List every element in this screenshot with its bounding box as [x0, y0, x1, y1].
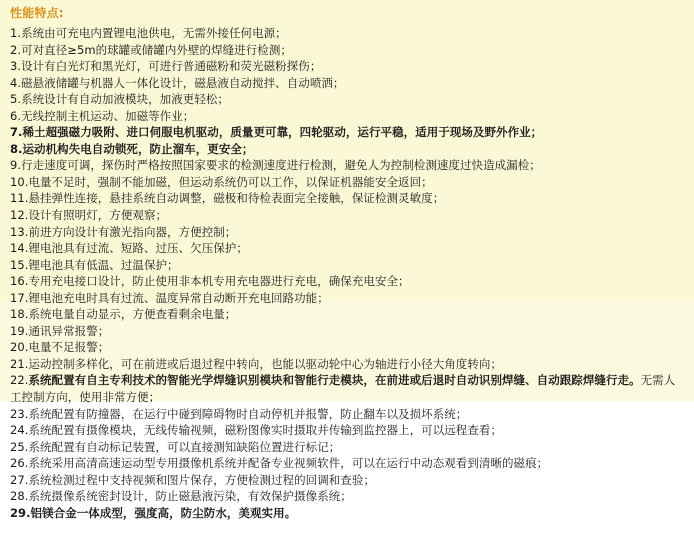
feature-text: 系统配置有摄像模块，无线传输视频，磁粉图像实时摄取并传输到监控器上，可以远程查看；: [28, 423, 502, 438]
feature-item: [8, 472, 686, 489]
feature-item: [8, 224, 686, 241]
feature-text: 系统配置有防撞器，在运行中碰到障碍物时自动停机并报警，防止翻车以及损坏系统；: [28, 406, 468, 421]
feature-item: [8, 124, 686, 141]
feature-number: 13.: [10, 224, 29, 239]
feature-number: 15.: [10, 257, 29, 272]
feature-item: [8, 157, 686, 174]
feature-item: [8, 439, 686, 456]
feature-item: [8, 323, 686, 340]
feature-item: [8, 505, 686, 522]
feature-text: 电量不足报警；: [28, 340, 110, 355]
feature-number: 8.: [10, 141, 23, 156]
feature-number: 22.: [10, 373, 29, 388]
feature-number: 17.: [10, 290, 29, 305]
feature-text: 系统摄像系统密封设计，防止磁悬液污染，有效保护摄像系统；: [28, 489, 352, 504]
feature-text: 可对直径≥5m的球罐或储罐内外壁的焊缝进行检测；: [21, 42, 292, 57]
feature-text: 稀土超强磁力吸附、进口伺服电机驱动，质量更可靠，四轮驱动，运行平稳，适用于现场及野外作业；: [22, 125, 543, 140]
feature-text: 悬挂弹性连接，悬挂系统自动调整，磁极和待检表面完全接触，保证检测灵敏度；: [28, 191, 445, 206]
feature-text: 运动机构失电自动锁死，防止溜车，更安全；: [22, 141, 254, 156]
document-content: [8, 6, 686, 521]
feature-number: 25.: [10, 439, 29, 454]
feature-item: [8, 290, 686, 307]
feature-text: 系统电量自动显示，方便查看剩余电量；: [28, 307, 237, 322]
feature-number: 26.: [10, 456, 29, 471]
feature-text: 锂电池具有低温、过温保护；: [28, 257, 179, 272]
feature-text: 运动控制多样化，可在前进或后退过程中转向，也能以驱动轮中心为轴进行小径大角度转向；: [28, 356, 502, 371]
feature-number: 6.: [10, 108, 22, 123]
feature-item: [8, 174, 686, 191]
feature-number: 29.: [10, 505, 31, 520]
feature-number: 27.: [10, 472, 29, 487]
feature-text: 系统配置有自动标记装置，可以直接测知缺陷位置进行标记；: [28, 439, 341, 454]
feature-item: [8, 488, 686, 505]
feature-text: 系统检测过程中支持视频和图片保存，方便检测过程的回调和查验；: [28, 472, 375, 487]
feature-number: 23.: [10, 406, 29, 421]
feature-item: [8, 356, 686, 373]
feature-number: 3.: [10, 59, 22, 74]
feature-text: 前进方向设计有激光指向器，方便控制；: [28, 224, 237, 239]
feature-item: [8, 75, 686, 92]
feature-number: 10.: [10, 174, 29, 189]
feature-number: 11.: [10, 191, 29, 206]
feature-item: [8, 240, 686, 257]
feature-number: 18.: [10, 307, 29, 322]
feature-number: 9.: [10, 158, 22, 173]
feature-number: 20.: [10, 340, 29, 355]
feature-item: [8, 25, 686, 42]
feature-item: [8, 108, 686, 125]
feature-item: [8, 339, 686, 356]
feature-item: [8, 257, 686, 274]
feature-item: [8, 58, 686, 75]
feature-item: [8, 455, 686, 472]
feature-text: 行走速度可调，探伤时严格按照国家要求的检测速度进行检测，避免人为控制检测速度过快造成漏检；: [21, 158, 541, 173]
feature-number: 12.: [10, 208, 29, 223]
feature-number: 4.: [10, 75, 22, 90]
feature-number: 7.: [10, 125, 23, 140]
feature-item: [8, 141, 686, 158]
feature-text: 锂电池充电时具有过流、温度异常自动断开充电回路功能；: [28, 290, 329, 305]
feature-text-emphasis: 系统配置有自主专利技术的智能光学焊缝识别模块和智能行走模块，在前进或后退时自动识别焊缝、自动跟踪焊缝行走。: [28, 373, 641, 388]
feature-text: 设计有照明灯，方便观察；: [28, 208, 168, 223]
feature-text: 无线控制主机运动、加磁等作业；: [21, 108, 195, 123]
feature-text: 设计有白光灯和黑光灯，可进行普通磁粉和荧光磁粉探伤；: [21, 59, 322, 74]
section-title: 性能特点:: [10, 6, 64, 20]
feature-number: 2.: [10, 42, 22, 57]
feature-item: [8, 91, 686, 108]
feature-text: 锂电池具有过流、短路、过压、欠压保护；: [28, 241, 248, 256]
feature-item: [8, 273, 686, 290]
feature-number: 21.: [10, 356, 29, 371]
feature-text: 通讯异常报警；: [28, 323, 110, 338]
feature-item: [8, 422, 686, 439]
feature-text: 专用充电接口设计，防止使用非本机专用充电器进行充电，确保充电安全；: [28, 274, 410, 289]
feature-text: 系统设计有自动加液模块，加液更轻松；: [21, 92, 229, 107]
feature-item: [8, 372, 686, 405]
feature-number: 28.: [10, 489, 29, 504]
feature-text: 磁悬液储罐与机器人一体化设计，磁悬液自动搅拌、自动喷洒；: [21, 75, 345, 90]
feature-text: 系统配置有自主专利技术的智能光学焊缝识别模块和智能行走模块，在前进或后退时自动识别焊缝、自动跟踪焊缝行走。无需人工控制方向，使用非常方便；: [10, 373, 676, 405]
feature-list: [8, 25, 686, 521]
feature-number: 19.: [10, 323, 29, 338]
feature-number: 16.: [10, 274, 29, 289]
feature-item: [8, 306, 686, 323]
feature-number: 1.: [10, 26, 22, 40]
feature-item: [8, 207, 686, 224]
feature-text: 系统由可充电内置锂电池供电，无需外接任何电源；: [21, 26, 287, 40]
feature-text: 系统采用高清高速运动型专用摄像机系统并配备专业视频软件，可以在运行中动态观看到清晰的磁痕；: [28, 456, 549, 471]
feature-item: [8, 190, 686, 207]
feature-number: 14.: [10, 241, 29, 256]
feature-text: 电量不足时，强制不能加磁，但运动系统仍可以工作，以保证机器能安全返回；: [28, 174, 433, 189]
feature-item: [8, 42, 686, 59]
feature-number: 5.: [10, 92, 22, 107]
feature-text: 铝镁合金一体成型，强度高，防尘防水，美观实用。: [30, 505, 297, 520]
feature-item: [8, 406, 686, 423]
feature-number: 24.: [10, 423, 29, 438]
